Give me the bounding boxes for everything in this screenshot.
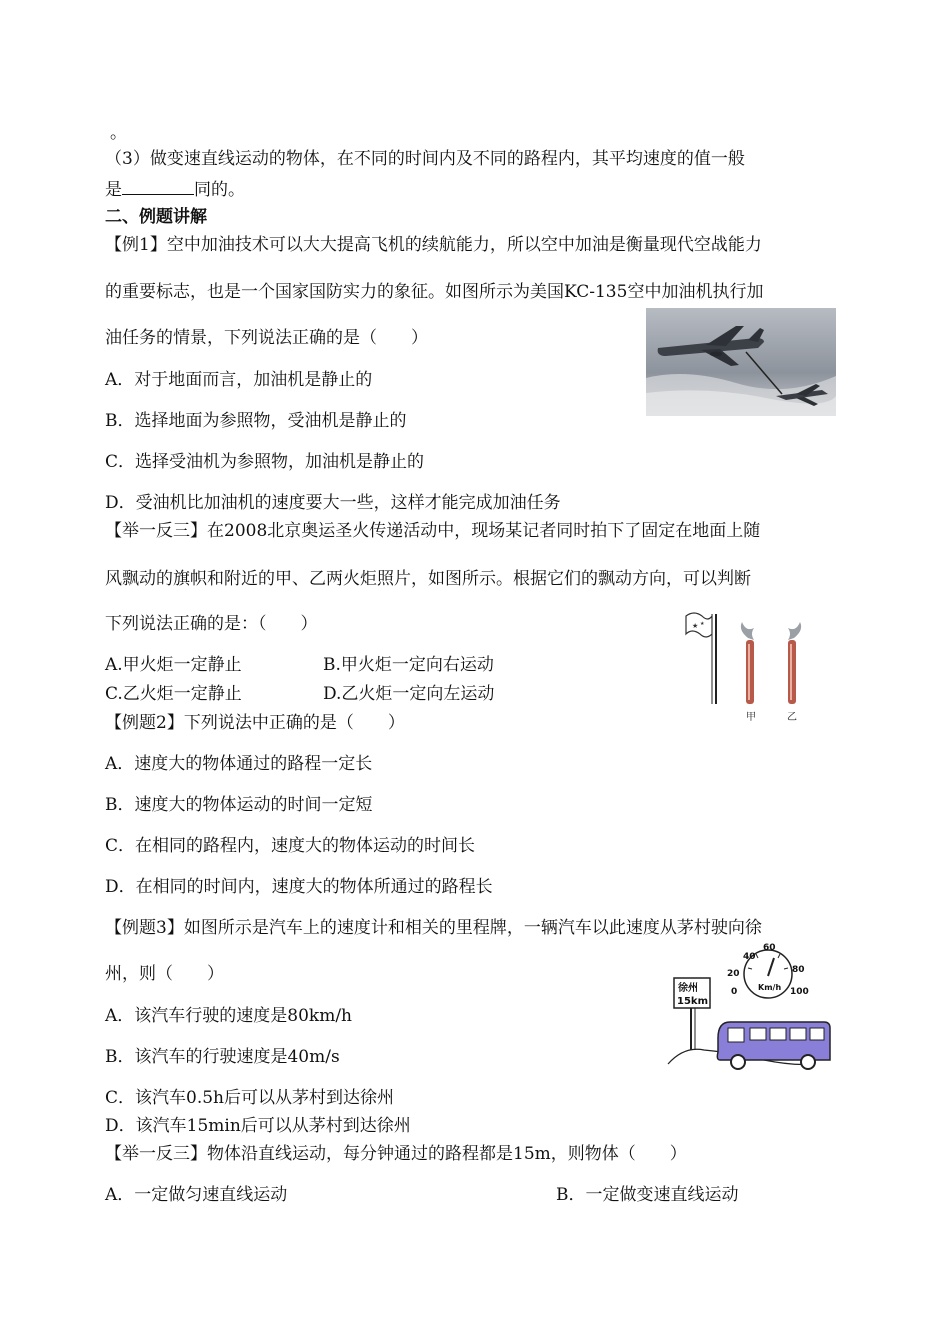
- answer-blank[interactable]: [122, 180, 194, 195]
- ex1-option-a: A．对于地面而言，加油机是静止的: [105, 370, 373, 390]
- ex1-line2: 的重要标志，也是一个国家国防实力的象征。如图所示为美国KC-135空中加油机执行加: [105, 282, 764, 302]
- svg-text:★: ★: [692, 622, 699, 630]
- ex2-option-d: D．在相同的时间内，速度大的物体所通过的路程长: [105, 877, 493, 897]
- sign-line-1: 徐州: [678, 983, 698, 994]
- ex1b-line1: 【举一反三】在2008北京奥运圣火传递活动中，现场某记者同时拍下了固定在地面上随: [105, 521, 761, 541]
- gauge-tick-80: 80: [792, 965, 805, 975]
- torch-jia-icon: [741, 622, 754, 704]
- refueling-photo: [646, 308, 836, 416]
- ex1b-option-d: D.乙火炬一定向左运动: [323, 684, 495, 704]
- svg-text:★: ★: [700, 621, 705, 627]
- torch-label-yi: 乙: [787, 712, 797, 723]
- ex1-option-b: B．选择地面为参照物，受油机是静止的: [105, 411, 407, 431]
- sign-line-2: 15km: [677, 996, 708, 1007]
- section-heading: 二、例题讲解: [105, 207, 207, 227]
- ex2-line1: 【例题2】下列说法中正确的是（ ）: [105, 713, 405, 733]
- ex2-option-a: A．速度大的物体通过的路程一定长: [105, 754, 373, 774]
- ex1b-line3: 下列说法正确的是：（ ）: [105, 614, 318, 634]
- ex1b-option-a: A.甲火炬一定静止: [105, 655, 242, 675]
- item3-line1: （3）做变速直线运动的物体，在不同的时间内及不同的路程内，其平均速度的值一般: [105, 149, 745, 169]
- ex1b-option-c: C.乙火炬一定静止: [105, 684, 242, 704]
- item3-line2: [105, 180, 245, 199]
- item3-line2-post: 同的。: [194, 180, 245, 200]
- ex1-option-d: D．受油机比加油机的速度要大一些，这样才能完成加油任务: [105, 493, 561, 513]
- ex3-line1: 【例题3】如图所示是汽车上的速度计和相关的里程牌，一辆汽车以此速度从茅村驶向徐: [105, 918, 762, 938]
- ex2-option-c: C．在相同的路程内，速度大的物体运动的时间长: [105, 836, 476, 856]
- ex3-line2: 州，则（ ）: [105, 964, 224, 984]
- ex1-line1: 【例1】空中加油技术可以大大提高飞机的续航能力，所以空中加油是衡量现代空战能力: [105, 235, 762, 255]
- ex1b-line2: 风飘动的旗帜和附近的甲、乙两火炬照片，如图所示。根据它们的飘动方向，可以判断: [105, 569, 751, 589]
- ex1-option-c: C．选择受油机为参照物，加油机是静止的: [105, 452, 425, 472]
- lead-mark: 。: [110, 123, 127, 143]
- ex2-option-b: B．速度大的物体运动的时间一定短: [105, 795, 373, 815]
- gauge-tick-0: 0: [731, 987, 738, 997]
- torch-yi-icon: [788, 622, 801, 704]
- item3-line2-pre: 是: [105, 180, 122, 200]
- speedometer-bus-figure: [664, 942, 836, 1076]
- ex3-option-b: B．该汽车的行驶速度是40m/s: [105, 1047, 340, 1067]
- flag-icon: [686, 613, 716, 704]
- gauge-tick-100: 100: [790, 987, 809, 997]
- gauge-tick-60: 60: [763, 943, 776, 953]
- gauge-tick-20: 20: [727, 969, 740, 979]
- torch-label-jia: 甲: [746, 712, 756, 723]
- ex3-option-d: D．该汽车15min后可以从茅村到达徐州: [105, 1116, 411, 1136]
- flag-torch-figure: [680, 604, 820, 726]
- gauge-unit: Km/h: [758, 983, 782, 992]
- ex3-option-c: C．该汽车0.5h后可以从茅村到达徐州: [105, 1088, 394, 1108]
- ex3b-option-a: A．一定做匀速直线运动: [105, 1185, 288, 1205]
- ex3-option-a: A．该汽车行驶的速度是80km/h: [105, 1006, 353, 1026]
- ex3b-option-b: B．一定做变速直线运动: [556, 1185, 739, 1205]
- ex1b-option-b: B.甲火炬一定向右运动: [323, 655, 494, 675]
- ex3b-line1: 【举一反三】物体沿直线运动，每分钟通过的路程都是15m，则物体（ ）: [105, 1144, 687, 1164]
- gauge-tick-40: 40: [743, 952, 756, 962]
- ex1-line3: 油任务的情景，下列说法正确的是（ ）: [105, 328, 428, 348]
